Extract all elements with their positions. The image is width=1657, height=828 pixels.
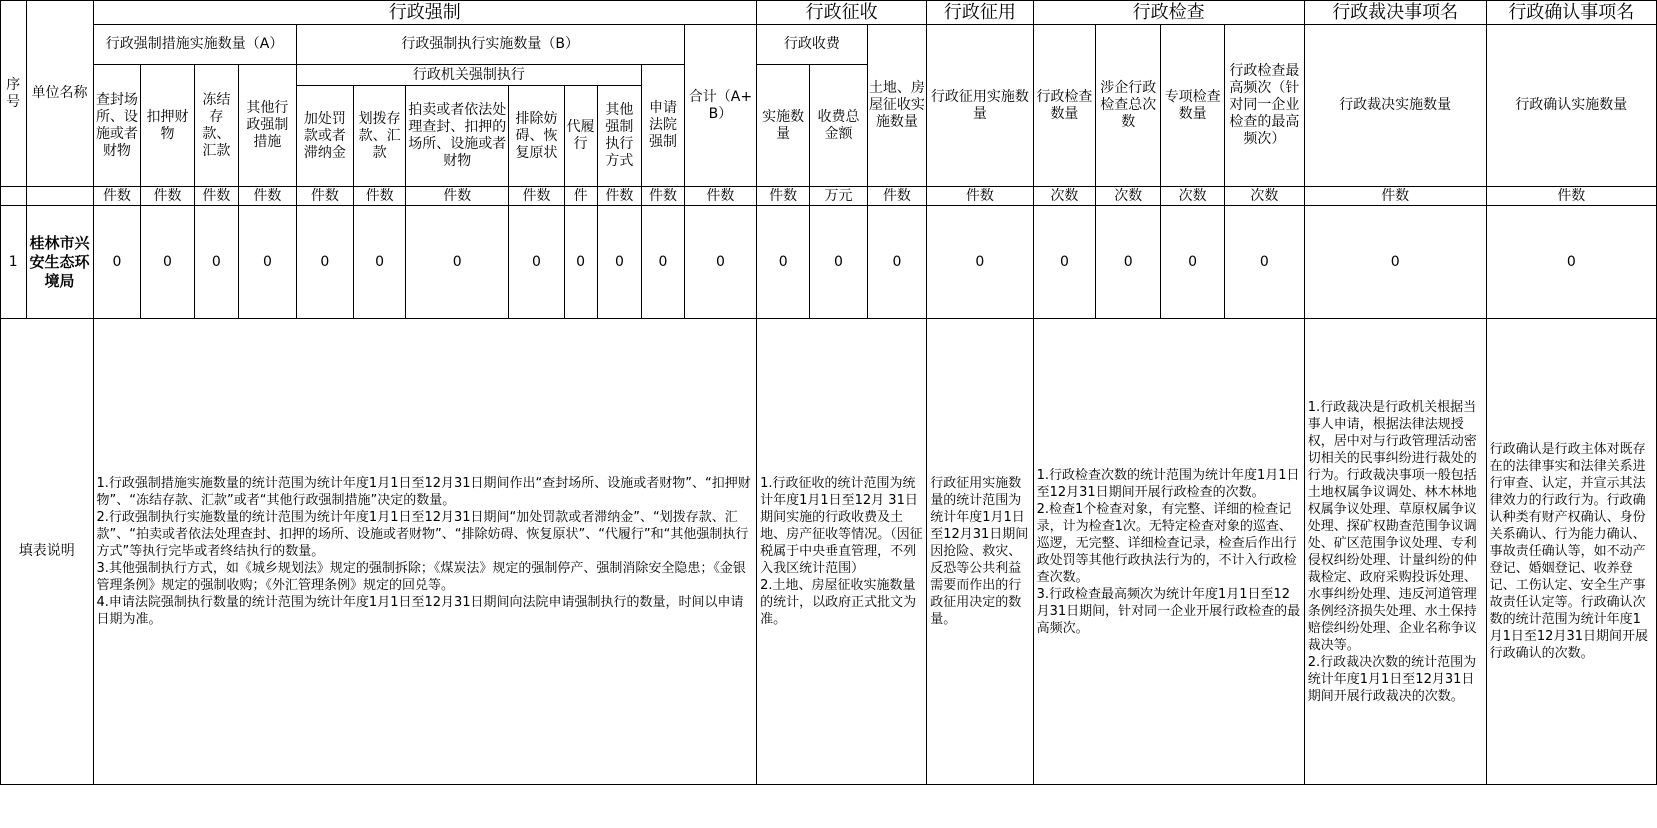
value-cell: 0 (810, 206, 867, 319)
value-cell: 0 (141, 206, 194, 319)
unit-cell: 件数 (1304, 187, 1486, 206)
unit-cell: 件数 (642, 187, 685, 206)
value-cell: 0 (867, 206, 927, 319)
row-unit-name: 桂林市兴安生态环境局 (26, 206, 93, 319)
seq-header: 序号 (1, 1, 27, 187)
zs-fee-count-header: 实施数量 (757, 65, 810, 187)
qz-a-header: 行政强制措施实施数量（A） (93, 25, 296, 65)
b-col-qita: 其他强制执行方式 (597, 86, 642, 187)
unit-cell: 件数 (296, 187, 353, 206)
zs-fee-header: 行政收费 (757, 25, 868, 65)
qz-b-header: 行政强制执行实施数量（B） (296, 25, 684, 65)
unit-cell: 件数 (141, 187, 194, 206)
unit-cell: 万元 (810, 187, 867, 206)
qz-agency-header: 行政机关强制执行 (296, 65, 642, 86)
zs-fee-amount-header: 收费总金额 (810, 65, 867, 187)
unit-cell: 件数 (757, 187, 810, 206)
cj-count-header: 行政裁决实施数量 (1304, 25, 1486, 187)
value-cell: 0 (1304, 206, 1486, 319)
value-cell: 0 (684, 206, 756, 319)
unit-cell: 件数 (684, 187, 756, 206)
b-col-fakuan: 加处罚款或者滞纳金 (296, 86, 353, 187)
row-seq: 1 (1, 206, 27, 319)
group-xingzheng-qiangzhi: 行政强制 (93, 1, 757, 25)
jc-enterprise-header: 涉企行政检查总次数 (1096, 25, 1161, 187)
value-cell: 0 (757, 206, 810, 319)
unit-cell: 件数 (406, 187, 509, 206)
note-xingzheng-caijue: 1.行政裁决是行政机关根据当事人申请，根据法律法规授权，居中对与行政管理活动密切相关的民事纠纷进行裁处的行为。行政裁决事项一般包括土地权属争议调处、林木林地权属争议处理、草原权属争议处理、探矿权勘查范围争议调处、矿区范围争议处理、专利侵权纠纷处理、计量纠纷的仲裁检定、政府采购投诉处理、水事纠纷处理、违反河道管理条例经济损失处理、水土保持赔偿纠纷处理、企业名称争议裁决等。 2.行政裁决次数的统计范围为统计年度1月1日至12月31日期间开展行政裁决的次数。 (1304, 319, 1486, 785)
note-xingzheng-zhengyong: 行政征用实施数量的统计范围为统计年度1月1日至12月31日期间因抢险、救灾、反恐等公共利益需要而作出的行政征用决定的数量。 (927, 319, 1033, 785)
note-xingzheng-zhengshou: 1.行政征收的统计范围为统计年度1月1日至12月 31日期间实施的行政收费及土地、房产征收等情况。（因征税属于中央垂直管理，不列入我区统计范围） 2.土地、房屋征收实施数量的统计，以政府正式批文为准。 (757, 319, 927, 785)
unit-cell: 次数 (1161, 187, 1225, 206)
value-cell: 0 (927, 206, 1033, 319)
value-cell: 0 (354, 206, 406, 319)
value-cell: 0 (239, 206, 296, 319)
qz-court-header: 申请法院强制 (642, 65, 685, 187)
unit-cell: 件 (564, 187, 597, 206)
a-col-dongjie: 冻结存款、汇款 (194, 65, 239, 187)
unit-cell: 件数 (239, 187, 296, 206)
unit-cell: 次数 (1096, 187, 1161, 206)
qz-total-header: 合计（A+B） (684, 25, 756, 187)
value-cell: 0 (1161, 206, 1225, 319)
zs-land-header: 土地、房屋征收实施数量 (867, 25, 927, 187)
table-row (1, 206, 1657, 319)
b-col-paichu: 排除妨碍、恢复原状 (509, 86, 564, 187)
note-xingzheng-queren: 行政确认是行政主体对既存在的法律事实和法律关系进行审查、认定，并宣示其法律效力的行政行为。行政确认种类有财产权确认、身份关系确认、行为能力确认、事故责任确认等，如不动产登记、婚姻登记、收养登记、工伤认定、安全生产事故责任认定等。行政确认次数的统计范围为统计年度1月1日至12月31日期间开展行政确认的次数。 (1486, 319, 1656, 785)
value-cell: 0 (642, 206, 685, 319)
unit-cell: 件数 (597, 187, 642, 206)
note-xingzheng-jiancha: 1.行政检查次数的统计范围为统计年度1月1日至12月31日期间开展行政检查的次数。 2.检查1个检查对象，有完整、详细的检查记录，计为检查1次。无特定检查对象的巡查、巡逻，无完整、详细检查记录，检查后作出行政处罚等其他行政执法行为的，不计入行政检查次数。 3.行政检查最高频次为统计年度1月1日至12月31日期间，针对同一企业开展行政检查的最高频次。 (1033, 319, 1304, 785)
group-xingzheng-zhengshou: 行政征收 (757, 1, 927, 25)
unit-cell: 次数 (1033, 187, 1096, 206)
value-cell: 0 (296, 206, 353, 319)
unit-cell: 件数 (927, 187, 1033, 206)
value-cell: 0 (93, 206, 141, 319)
unit-cell: 件数 (1486, 187, 1656, 206)
value-cell: 0 (564, 206, 597, 319)
b-col-dailuxing: 代履行 (564, 86, 597, 187)
unit-cell: 件数 (93, 187, 141, 206)
jc-max-freq-header: 行政检查最高频次（针对同一企业检查的最高频次） (1225, 25, 1305, 187)
value-cell: 0 (194, 206, 239, 319)
unit-cell: 件数 (509, 187, 564, 206)
unit-cell: 件数 (194, 187, 239, 206)
value-cell: 0 (1225, 206, 1305, 319)
a-col-chafeng: 查封场所、设施或者财物 (93, 65, 141, 187)
value-cell: 0 (597, 206, 642, 319)
value-cell: 0 (406, 206, 509, 319)
unit-cell: 件数 (354, 187, 406, 206)
value-cell: 0 (1486, 206, 1656, 319)
value-cell: 0 (509, 206, 564, 319)
value-cell: 0 (1096, 206, 1161, 319)
a-col-qita: 其他行政强制措施 (239, 65, 296, 187)
units-row (1, 187, 1657, 206)
group-xingzheng-caijue: 行政裁决事项名 (1304, 1, 1486, 25)
unit-cell: 次数 (1225, 187, 1305, 206)
notes-label: 填表说明 (1, 319, 94, 785)
zy-count-header: 行政征用实施数量 (927, 25, 1033, 187)
jc-special-header: 专项检查数量 (1161, 25, 1225, 187)
qr-count-header: 行政确认实施数量 (1486, 25, 1656, 187)
unit-name-header: 单位名称 (26, 1, 93, 187)
b-col-paimai: 拍卖或者依法处理查封、扣押的场所、设施或者财物 (406, 86, 509, 187)
group-xingzheng-jiancha: 行政检查 (1033, 1, 1304, 25)
b-col-huabo: 划拨存款、汇款 (354, 86, 406, 187)
a-col-kouya: 扣押财物 (141, 65, 194, 187)
group-xingzheng-zhengyong: 行政征用 (927, 1, 1033, 25)
group-xingzheng-queren: 行政确认事项名 (1486, 1, 1656, 25)
value-cell: 0 (1033, 206, 1096, 319)
note-xingzheng-qiangzhi: 1.行政强制措施实施数量的统计范围为统计年度1月1日至12月31日期间作出“查封场所、设施或者财物”、“扣押财物”、“冻结存款、汇款”或者“其他行政强制措施”决定的数量。 2.行政强制执行实施数量的统计范围为统计年度1月1日至12月31日期间“加处罚款或者滞纳金”、“划拨存款、汇款”、“拍卖或者依法处理查封、扣押的场所、设施或者财物”、“排除妨碍、恢复原状”、“代履行”和“其他强制执行方式”等执行完毕或者终结执行的数量。 3.其他强制执行方式，如《城乡规划法》规定的强制拆除；《煤炭法》规定的强制停产、强制消除安全隐患；《金银管理条例》规定的强制收购；《外汇管理条例》规定的回兑等。 4.申请法院强制执行数量的统计范围为统计年度1月1日至12月31日期间向法院申请强制执行的数量，时间以申请日期为准。 (93, 319, 757, 785)
unit-cell: 件数 (867, 187, 927, 206)
notes-row (1, 319, 1657, 785)
jc-count-header: 行政检查数量 (1033, 25, 1096, 187)
